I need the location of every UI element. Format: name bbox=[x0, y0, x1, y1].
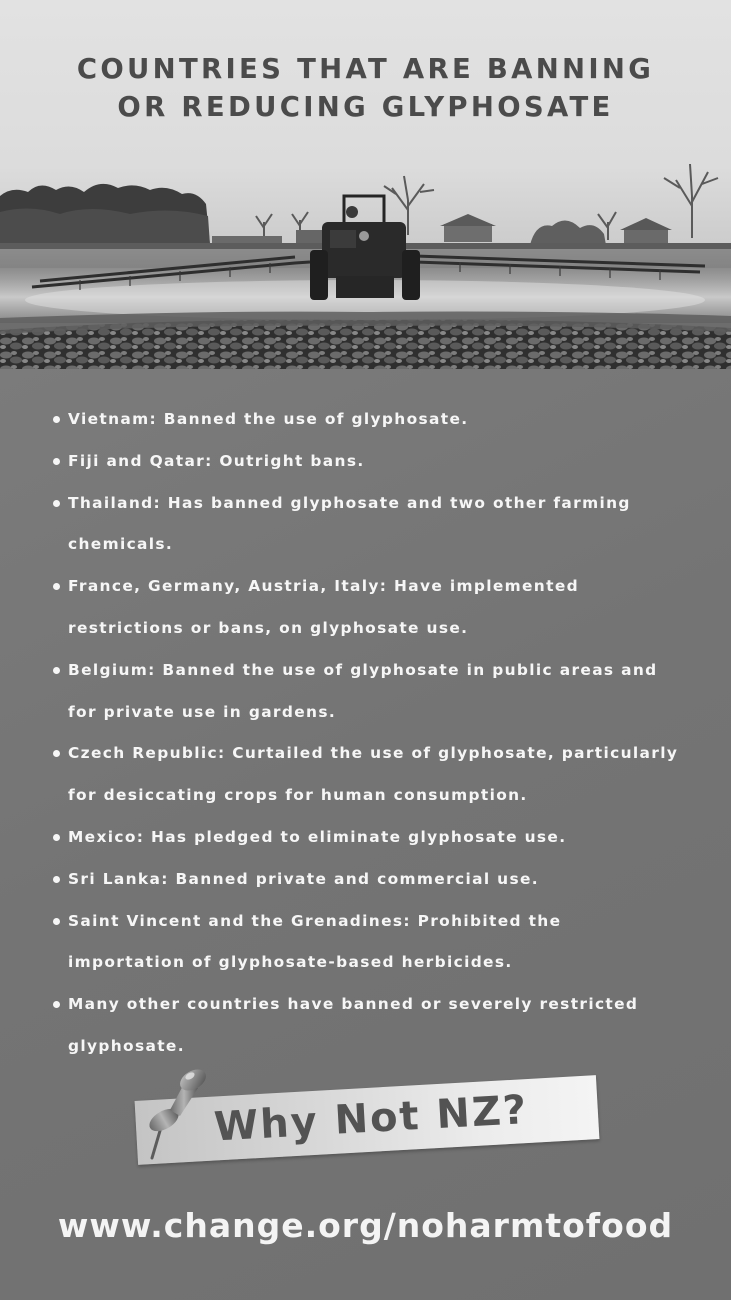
list-item: Czech Republic: Curtailed the use of glyphosate, particularly for desiccating crops for human consumption. bbox=[52, 733, 712, 817]
content-panel bbox=[0, 369, 731, 1300]
list-item: Saint Vincent and the Grenadines: Prohibited the importation of glyphosate-based herbicides. bbox=[52, 901, 712, 985]
list-item: Thailand: Has banned glyphosate and two other farming chemicals. bbox=[52, 483, 712, 567]
country-list bbox=[52, 399, 712, 1068]
title-line-2: OR REDUCING GLYPHOSATE bbox=[117, 91, 614, 123]
page-title bbox=[0, 50, 731, 126]
list-item: Fiji and Qatar: Outright bans. bbox=[52, 441, 712, 483]
banner-text: Why Not NZ? bbox=[212, 1087, 530, 1151]
list-item: France, Germany, Austria, Italy: Have implemented restrictions or bans, on glyphosate use. bbox=[52, 566, 712, 650]
hero-photo bbox=[0, 0, 731, 369]
petition-url[interactable]: www.change.org/noharmtofood bbox=[57, 1206, 674, 1245]
list-item: Many other countries have banned or severely restricted glyphosate. bbox=[52, 984, 712, 1068]
list-item: Vietnam: Banned the use of glyphosate. bbox=[52, 399, 712, 441]
pushpin-icon bbox=[140, 1058, 212, 1162]
list-item: Sri Lanka: Banned private and commercial use. bbox=[52, 859, 712, 901]
list-item: Mexico: Has pledged to eliminate glyphosate use. bbox=[52, 817, 712, 859]
list-item: Belgium: Banned the use of glyphosate in public areas and for private use in gardens. bbox=[52, 650, 712, 734]
title-line-1: COUNTRIES THAT ARE BANNING bbox=[76, 53, 655, 85]
